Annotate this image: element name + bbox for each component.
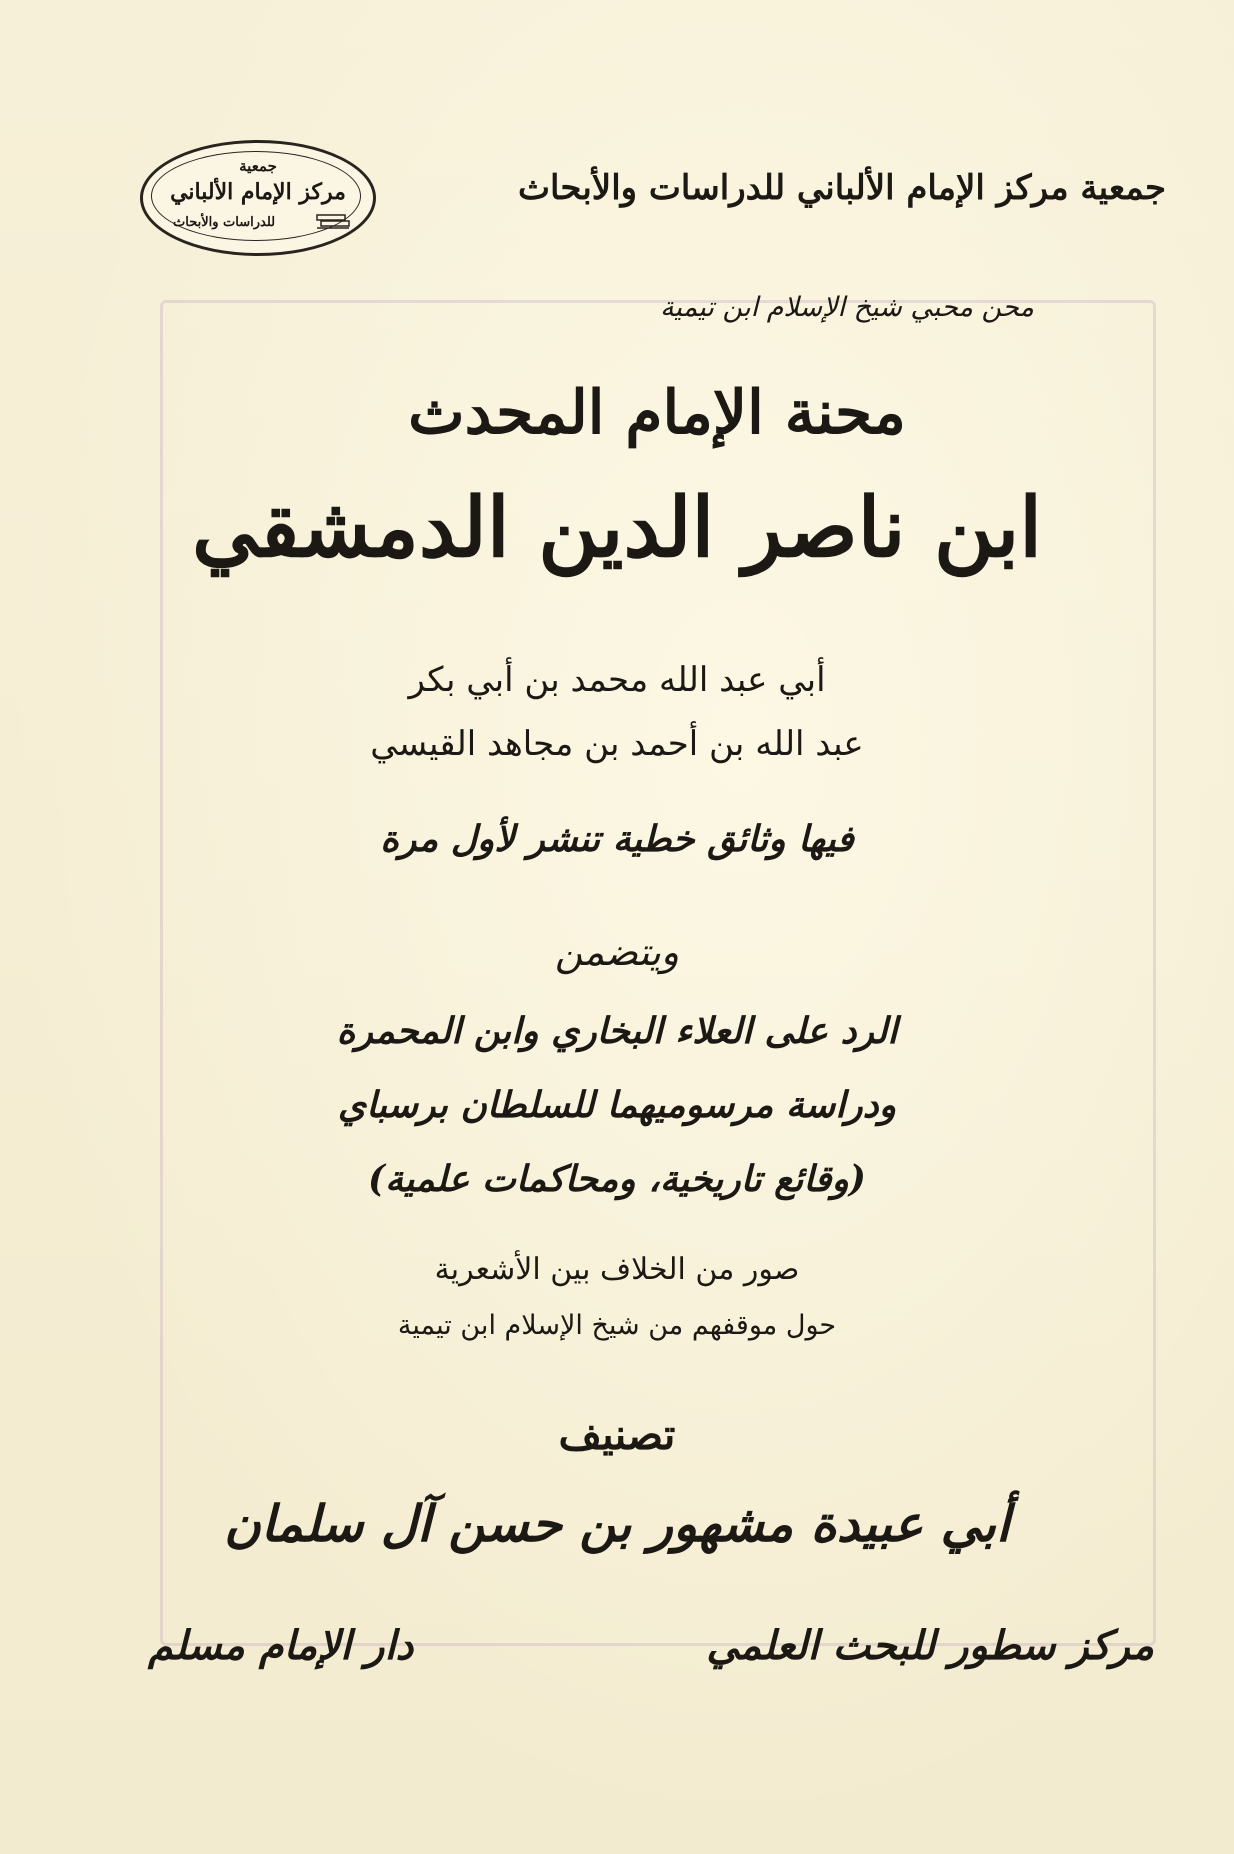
series-title: محن محبي شيخ الإسلام ابن تيمية bbox=[660, 292, 1034, 323]
seal-word-association: جمعية bbox=[239, 157, 277, 175]
seal-studies-label: للدراسات والأبحاث bbox=[173, 215, 276, 230]
contents-item-1: الرد على العلاء البخاري وابن المحمرة bbox=[336, 1010, 898, 1052]
books-icon bbox=[315, 211, 351, 231]
contains-label: ويتضمن bbox=[554, 930, 680, 974]
title-line-1: محنة الإمام المحدث bbox=[408, 378, 906, 448]
contents-item-2: ودراسة مرسوميهما للسلطان برسباي bbox=[337, 1084, 897, 1126]
title-line-2: ابن ناصر الدين الدمشقي bbox=[191, 480, 1043, 576]
author-name: أبي عبيدة مشهور بن حسن آل سلمان bbox=[224, 1494, 1010, 1553]
disagreement-line-1: صور من الخلاف بين الأشعرية bbox=[434, 1252, 800, 1287]
publisher-right: مركز سطور للبحث العلمي bbox=[706, 1622, 1154, 1669]
subject-name-line-2: عبد الله بن أحمد بن مجاهد القيسي bbox=[370, 724, 864, 764]
publisher-left: دار الإمام مسلم bbox=[148, 1622, 414, 1669]
publisher-seal bbox=[140, 140, 376, 256]
disagreement-line-2: حول موقفهم من شيخ الإسلام ابن تيمية bbox=[397, 1310, 837, 1341]
authored-by-label: تصنيف bbox=[558, 1410, 676, 1459]
seal-center-name: مركز الإمام الألباني bbox=[170, 179, 346, 205]
manuscript-note: فيها وثائق خطية تنشر لأول مرة bbox=[380, 818, 854, 860]
association-heading: جمعية مركز الإمام الألباني للدراسات والأبحاث bbox=[518, 168, 1166, 208]
subject-name-line-1: أبي عبد الله محمد بن أبي بكر bbox=[408, 660, 826, 700]
contents-item-3: (وقائع تاريخية، ومحاكمات علمية) bbox=[368, 1158, 866, 1200]
